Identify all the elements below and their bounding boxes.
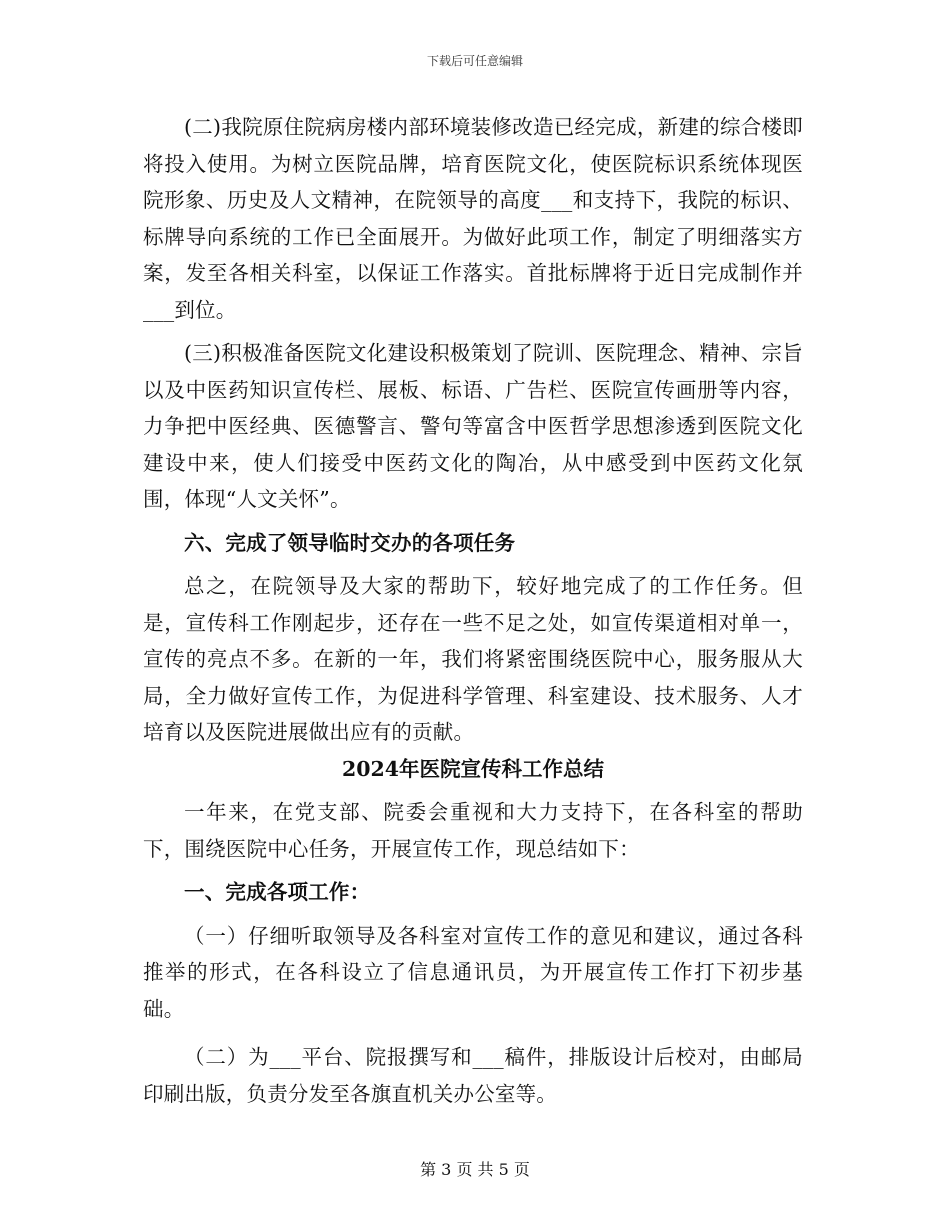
paragraph-signage: (二)我院原住院病房楼内部环境装修改造已经完成，新建的综合楼即将投入使用。为树立医院品牌，培育医院文化，使医院标识系统体现医院形象、历史及人文精神，在院领导的高度___和支持下，我院的标识、标牌导向系统的工作已全面展开。为做好此项工作，制定了明细落实方案，发至各相关科室，以保证工作落实。首批标牌将于近日完成制作并___到位。: [143, 115, 803, 322]
paragraph-intro: 一年来，在党支部、院委会重视和大力支持下，在各科室的帮助下，围绕医院中心任务，开展宣传工作，现总结如下：: [143, 800, 803, 861]
paragraph-culture: (三)积极准备医院文化建设积极策划了院训、医院理念、精神、宗旨以及中医药知识宣传栏、展板、标语、广告栏、医院宣传画册等内容，力争把中医经典、医德警言、警句等富含中医哲学思想渗透到医院文化建设中来，使人们接受中医药文化的陶冶，从中感受到中医药文化氛围，体现“人文关怀”。: [143, 341, 803, 511]
section-heading-one: 一、完成各项工作：: [184, 880, 371, 904]
page-header-note: 下载后可任意编辑: [426, 54, 523, 68]
paragraph-conclusion: 总之，在院领导及大家的帮助下，较好地完成了的工作任务。但是，宣传科工作刚起步，还存在一些不足之处，如宣传渠道相对单一，宣传的亮点不多。在新的一年，我们将紧密围绕医院中心，服务服从大局，全力做好宣传工作，为促进科学管理、科室建设、技术服务、人才培育以及医院进展做出应有的贡献。: [143, 574, 803, 744]
document-title: 2024年医院宣传科工作总结: [341, 756, 605, 781]
page-number: 第 3 页 共 5 页: [420, 1160, 530, 1179]
document-body: [143, 109, 803, 1112]
section-heading-six: 六、完成了领导临时交办的各项任务: [184, 530, 516, 555]
paragraph-item-1: （一）仔细听取领导及各科室对宣传工作的意见和建议，通过各科推举的形式，在各科设立了信息通讯员，为开展宣传工作打下初步基础。: [143, 923, 803, 1021]
paragraph-item-2: （二）为___平台、院报撰写和___稿件，排版设计后校对，由邮局印刷出版，负责分发至各旗直机关办公室等。: [143, 1045, 803, 1106]
